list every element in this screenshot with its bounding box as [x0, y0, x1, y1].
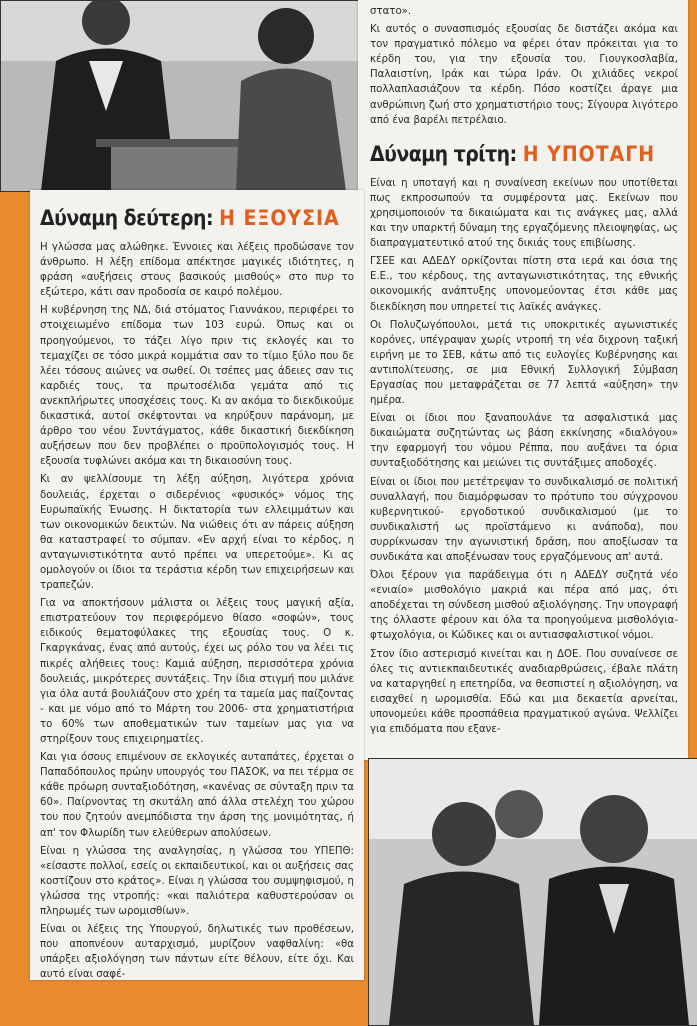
photo-handshake — [368, 758, 697, 1026]
right-paragraph-4: Οι Πολυζωγόπουλοι, μετά τις υποκριτικές αγωνιστικές κορόνες, υπέγραψαν χωρίς ντροπή τη νέα διχρονη ταξική ειρήνη με το ΣΕΒ, κάτω από τις ευλογίες Κυβέρνησης και αντιπολίτευσης, σε μια Εθνική Συλλογική Σύμβαση Εργασίας που μεταφράζεται σε 77 λεπτά «αύξηση» την ημέρα. — [370, 319, 678, 407]
left-paragraph-2: Η κυβέρνηση της ΝΔ, διά στόματος Γιαννάκου, περιφέρει το στοιχειωμένο επίδομα των 103 ευρώ. Όπως και οι προηγούμενοι, το τάζει λίγο πριν τις εκλογές και το τεμαχίζει σε τόσο μικρά κομμάτια σαν το τίμιο ξύλο που δε λέει τόσους αιώνες να σωθεί. Οι τσέπες μας άδειες σαν τις καρδιές τους, τα πρωτοσέλιδα γεμάτα από τις ανεκπλήρωτες υποσχέσεις τους. Κι αν ακόμα το διεκδικούμε δικαστικά, αυτοί σκέφτονται να κηρύξουν παράνομη, με άρθρο του νέου Συντάγματος, κάθε δικαστική διεκδίκηση αυξήσεων που δεν προβλέπει ο προϋπολογισμός τους. Η εξουσία τυφλώνει ακόμα και τη δικαιοσύνη τους. — [40, 305, 354, 468]
right-paragraph-0: στατο». — [370, 6, 412, 17]
right-paragraph-1: Κι αυτός ο συνασπισμός εξουσίας δε διστάζει ακόμα και τον πραγματικό πόλεμο να φέρει όταν πρόκειται για το κέρδη του, για την εξουσία του. Γιουγκοσλαβία, Παλαιστίνη, Ιράκ και τώρα Ιράν. Οι χιλιάδες νεκροί πολλαπλασιάζουν τα κέρδη. Πόσο κοστίζει άραγε μια ανθρώπινη ζωή στο χρηματιστήριο τους; Σίγουρα λιγότερο από ένα βαρέλι πετρέλαιο. — [370, 24, 678, 126]
right-paragraph-5: Είναι οι ίδιοι που ξαναπουλάνε τα ασφαλιστικά μας δικαιώματα συζητώντας ως βάση εκκίνησης «διαλόγου» την εφαρμογή του νόμου Ρέππα, που αυξάνει τα όρια συνταξιοδότησης και μειώνει τις συντάξιμες αποδοχές. — [370, 413, 678, 470]
section-heading-second — [40, 206, 354, 230]
right-text-column — [358, 0, 688, 760]
heading-accent: Η ΕΞΟΥΣΙΑ — [219, 206, 340, 230]
right-paragraph-3: ΓΣΕΕ και ΑΔΕΔΥ ορκίζονται πίστη στα ιερά και όσια της Ε.Ε., του κέρδους, της ανταγωνιστικότητας, της εθνικής οικονομικής ανάπτυξης υπονομεύοντας έτσι κάθε μας διεκδίκηση που υπηρετεί τις λαϊκές ανάγκες. — [370, 256, 678, 313]
photo-politicians-podium — [0, 0, 360, 192]
right-paragraph-2: Είναι η υποταγή και η συναίνεση εκείνων που υποτίθεται πως εκπροσωπούν τα συμφέροντα μας. Εκείνων που χρησιμοποιούν τα δικαιώματα και τις ανάγκες μας, αλλά και την υπαρκτή δύναμη της εργαζόμενης πλειοψηφίας, ως διαπραγματευτικό ατού της δικιάς τους επιβίωσης. — [370, 177, 678, 250]
right-paragraph-8: Στον ίδιο αστερισμό κινείται και η ΔΟΕ. Που συναίνεσε σε όλες τις αντιεκπαιδευτικές αναδιαρθρώσεις, έβαλε πλάτη να καταργηθεί η επετηρίδα, να θεσπιστεί η αξιολόγηση, να εισαχθεί η ωρομισθία. Εδώ και μια δεκαετία αρνείται, υπονομεύει κάθε προσπάθεια πραγματικού αγώνα. Ψελλίζει για επιδόματα που εξανε- — [370, 648, 678, 736]
right-paragraph-7: Όλοι ξέρουν για παράδειγμα ότι η ΑΔΕΔΥ συζητά νέο «ενιαίο» μισθολόγιο μακριά και πέρα από μας, ότι αποδέχεται τη σύνδεση μισθού αξιολόγησης. Την υπογραφή της όλλαστε φέρουν και όλα τα προηγούμενα μισθολόγια- φτωχολόγια, οι Κώδικες και οι αντιασφαλιστικοί νόμοι. — [370, 570, 678, 642]
left-paragraph-4: Για να αποκτήσουν μάλιστα οι λέξεις τους μαγική αξία, επιστρατεύουν τον περιφερόμενο θίασο «σοφών», τους ειδικούς θεματοφύλακες της εξουσίας τους. Ο κ. Γκαργκάνας, ένας από αυτούς, έχει ως ρόλο του να λέει τις πικρές αλήθειες τους: Καμιά αύξηση, περισσότερα χρόνια δουλειάς, μικρότερες συντάξεις. Την ίδια στιγμή που μιλάνε για όλα αυτά βουλιάζουν στο χρέη τα ταμεία μας παίζοντας - και με νόμο από το Μάρτη του 2006- στα χρηματιστήρια το 60% των αποθεματικών των ταμείων μας για να στηρίξουν τους επιχειρηματίες. — [40, 598, 354, 745]
left-paragraph-6: Είναι η γλώσσα της αναλγησίας, η γλώσσα του ΥΠΕΠΘ: «είσαστε πολλοί, εσείς οι εκπαιδευτικοί, και οι αυξήσεις σας κοστίζουν στο κράτος». Είναι η γλώσσα του συμψηφισμού, η γλώσσα της ντροπής: «και παλιότερα καθυστερούσαν οι πληρωμές των ωρομισθίων». — [40, 845, 354, 918]
heading-prefix: Δύναμη δεύτερη: — [40, 206, 214, 230]
left-paragraph-1: Η γλώσσα μας αλώθηκε. Έννοιες και λέξεις προδώσανε τον άνθρωπο. Η λέξη επίδομα απέκτησε μαγικές ιδιότητες, η φράση «αυξήσεις στους βασικούς μισθούς» στο πυρ το εξώτερο, κάτι σαν προδοσία σε καιρό πολέμου. — [40, 242, 354, 299]
heading-accent: Η ΥΠΟΤΑΓΗ — [522, 141, 656, 166]
right-body — [370, 4, 678, 128]
right-body-2 — [370, 176, 678, 737]
left-text-column — [30, 190, 364, 980]
left-paragraph-7: Είναι οι λέξεις της Υπουργού, δηλωτικές των προθέσεων, που απoπνέουν αυταρχισμό, μυρίζουν ναφθαλίνη: «θα υπάρξει αξιολόγηση των πάντων είτε θέλουν, είτε όχι. Και αυτό είναι σαφέ- — [40, 924, 354, 981]
section-heading-third — [370, 142, 678, 166]
left-paragraph-5: Και για όσους επιμένουν σε εκλογικές αυταπάτες, έρχεται ο Παπαδόπουλος πρώην υπουργός του ΠΑΣΟΚ, να πει τέρμα σε κάθε πρόωρη συνταξιοδότηση, «κανένας σε σύνταξη πριν τα 60». Παίρνοντας τη σκυτάλη από άλλα στελέχη του χώρου του που ζητούν ανεμπόδιστα την άρση της μονιμότητας, ή απ' τον Φλωρίδη των ελεύθερων απολύσεων. — [40, 752, 354, 839]
left-body — [40, 240, 354, 983]
left-paragraph-3: Κι αν ψελλίσουμε τη λέξη αύξηση, λιγότερα χρόνια δουλειάς, έρχεται ο σιδερένιος «φυσικός» νόμος της Ευρωπαϊκής Ένωσης. Η δικτατορία των ελλειμμάτων και των οικονομικών δεικτών. Να νιώθεις ότι αν πάρεις αύξηση θα καταστραφεί το σύμπαν. «Εν αρχή είναι το κέρδος, η ανταγωνιστικότητα αυτό πρέπει να υπερετούμε». Κι ας ομολογούν οι ίδιοι τα τεράστια κέρδη των επιχειρήσεων και τραπεζών. — [40, 474, 354, 592]
heading-prefix: Δύναμη τρίτη: — [370, 141, 517, 166]
right-paragraph-6: Είναι οι ίδιοι που μετέτρεψαν το συνδικαλισμό σε πολιτική συναλλαγή, που διαμόρφωσαν το πρότυπο του σύγχρονου κυβερνητικού- εργοδοτικού συνδικαλισμού (με το συνδικαλιστή ως προϊστάμενο κι ανάποδα), που συρρίκνωσαν την αγωνιστική δράση, που αποξίωσαν τα συνδικάτα και αποξένωσαν τους εργαζόμενους απ' αυτά. — [370, 476, 678, 563]
photo-illustration — [1, 1, 359, 191]
photo-illustration-bottom — [369, 759, 697, 1025]
